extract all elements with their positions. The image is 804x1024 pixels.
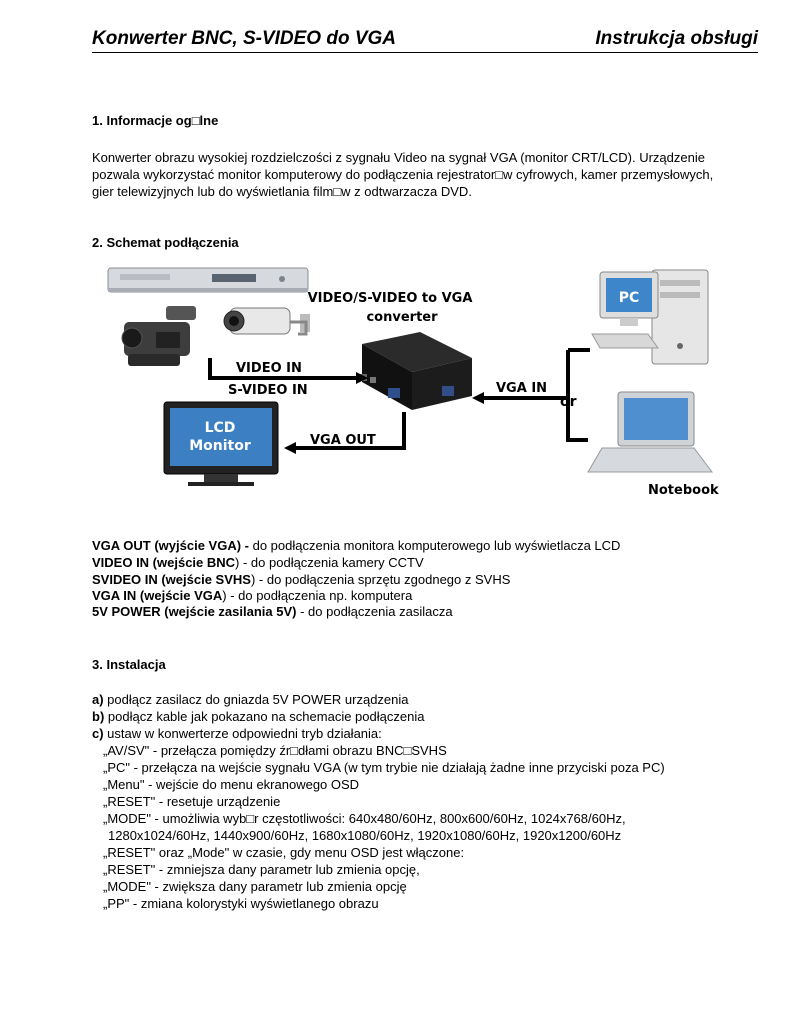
lcd-label-line-1: LCD: [204, 420, 236, 436]
document-type: Instrukcja obsługi: [595, 28, 758, 49]
dvd-player-image: [108, 268, 308, 292]
install-step-a: [92, 691, 409, 708]
section-3-heading: 3. Instalacja: [92, 657, 166, 672]
mode-line-menu: „Menu" - wejście do menu ekranowego OSD: [103, 777, 360, 792]
notebook-label: Notebook: [648, 483, 719, 498]
mode-line-osd: „RESET" oraz „Mode" w czasie, gdy menu OSD jest włączone:: [103, 845, 465, 860]
port-term-svideo-in: SVIDEO IN (wejście SVHS: [92, 572, 251, 587]
section-1-text-line-3: gier telewizyjnych lub do wyświetlania film□w z odtwarzacza DVD.: [92, 184, 472, 199]
port-desc-vga-out: do podłączenia monitora komputerowego lub wyświetlacza LCD: [249, 538, 621, 553]
port-line-power: [92, 603, 453, 620]
install-step-c: [92, 725, 382, 742]
section-2-heading: 2. Schemat podłączenia: [92, 235, 239, 250]
pc-image: [592, 270, 708, 364]
install-step-c-marker: c): [92, 726, 104, 741]
section-1-text-line-2: pozwala wykorzystać monitor komputerowy do podłączenia rejestrator□w cyfrowych, kamer przemysłowych,: [92, 167, 714, 182]
mode-line-mode: „MODE" - umożliwia wyb□r częstotliwości: 640x480/60Hz, 800x600/60Hz, 1024x768/60Hz,: [103, 811, 626, 826]
port-line-vga-in: [92, 587, 412, 604]
port-desc-power: - do podłączenia zasilacza: [296, 604, 453, 619]
mode-line-resolutions: 1280x1024/60Hz, 1440x900/60Hz, 1680x1080/60Hz, 1920x1080/60Hz, 1920x1200/60Hz: [108, 828, 622, 843]
port-term-vga-in: VGA IN (wejście VGA: [92, 588, 223, 603]
port-desc-vga-in: ) - do podłączenia np. komputera: [222, 588, 413, 603]
mode-line-av-sv: „AV/SV" - przełącza pomiędzy źr□dłami obrazu BNC□SVHS: [103, 743, 447, 758]
install-step-b-marker: b): [92, 709, 105, 724]
install-step-b: [92, 708, 424, 725]
converter-label-line-2: converter: [366, 310, 438, 325]
port-desc-video-in: ) - do podłączenia kamery CCTV: [235, 555, 424, 570]
svideo-in-label: S-VIDEO IN: [228, 383, 308, 398]
port-line-vga-out: [92, 537, 620, 554]
port-line-svideo-in: [92, 571, 510, 588]
lcd-label-line-2: Monitor: [189, 438, 251, 454]
mode-line-osd-reset: „RESET" - zmniejsza dany parametr lub zmienia opcję,: [103, 862, 420, 877]
install-step-a-text: podłącz zasilacz do gniazda 5V POWER urządzenia: [103, 692, 409, 707]
port-term-power: 5V POWER (wejście zasilania 5V): [92, 604, 297, 619]
converter-box-image: [360, 332, 472, 410]
mode-line-osd-mode: „MODE" - zwiększa dany parametr lub zmienia opcję: [103, 879, 407, 894]
vga-out-label: VGA OUT: [310, 433, 376, 448]
section-1-text-line-1: Konwerter obrazu wysokiej rozdzielczości z sygnału Video na sygnał VGA (monitor CRT/LCD). Urządzenie: [92, 150, 705, 165]
install-step-c-text: ustaw w konwerterze odpowiedni tryb działania:: [103, 726, 382, 741]
page-header: [92, 26, 758, 53]
pc-label: PC: [618, 290, 640, 306]
port-term-video-in: VIDEO IN (wejście BNC: [92, 555, 236, 570]
install-step-a-marker: a): [92, 692, 104, 707]
install-step-b-text: podłącz kable jak pokazano na schemacie podłączenia: [104, 709, 425, 724]
vga-in-label: VGA IN: [496, 381, 548, 396]
connection-diagram: [92, 262, 752, 502]
video-in-label: VIDEO IN: [236, 361, 302, 376]
port-line-video-in: [92, 554, 424, 571]
converter-label-line-1: VIDEO/S-VIDEO to VGA: [307, 291, 473, 306]
port-desc-svideo-in: ) - do podłączenia sprzętu zgodnego z SVHS: [250, 572, 511, 587]
camcorder-image: [122, 306, 196, 366]
section-1-heading: 1. Informacje og□lne: [92, 113, 219, 128]
mode-line-pp: „PP" - zmiana kolorystyki wyświetlanego obrazu: [103, 896, 379, 911]
document-title: Konwerter BNC, S-VIDEO do VGA: [92, 28, 397, 49]
port-term-vga-out: VGA OUT (wyjście VGA) -: [92, 538, 249, 553]
mode-line-pc: „PC" - przełącza na wejście sygnału VGA (w tym trybie nie działają żadne inne przyciski poza PC): [103, 760, 665, 775]
mode-line-reset: „RESET" - resetuje urządzenie: [103, 794, 281, 809]
cctv-camera-image: [224, 308, 310, 334]
or-label: or: [560, 394, 577, 410]
notebook-image: [588, 392, 712, 472]
